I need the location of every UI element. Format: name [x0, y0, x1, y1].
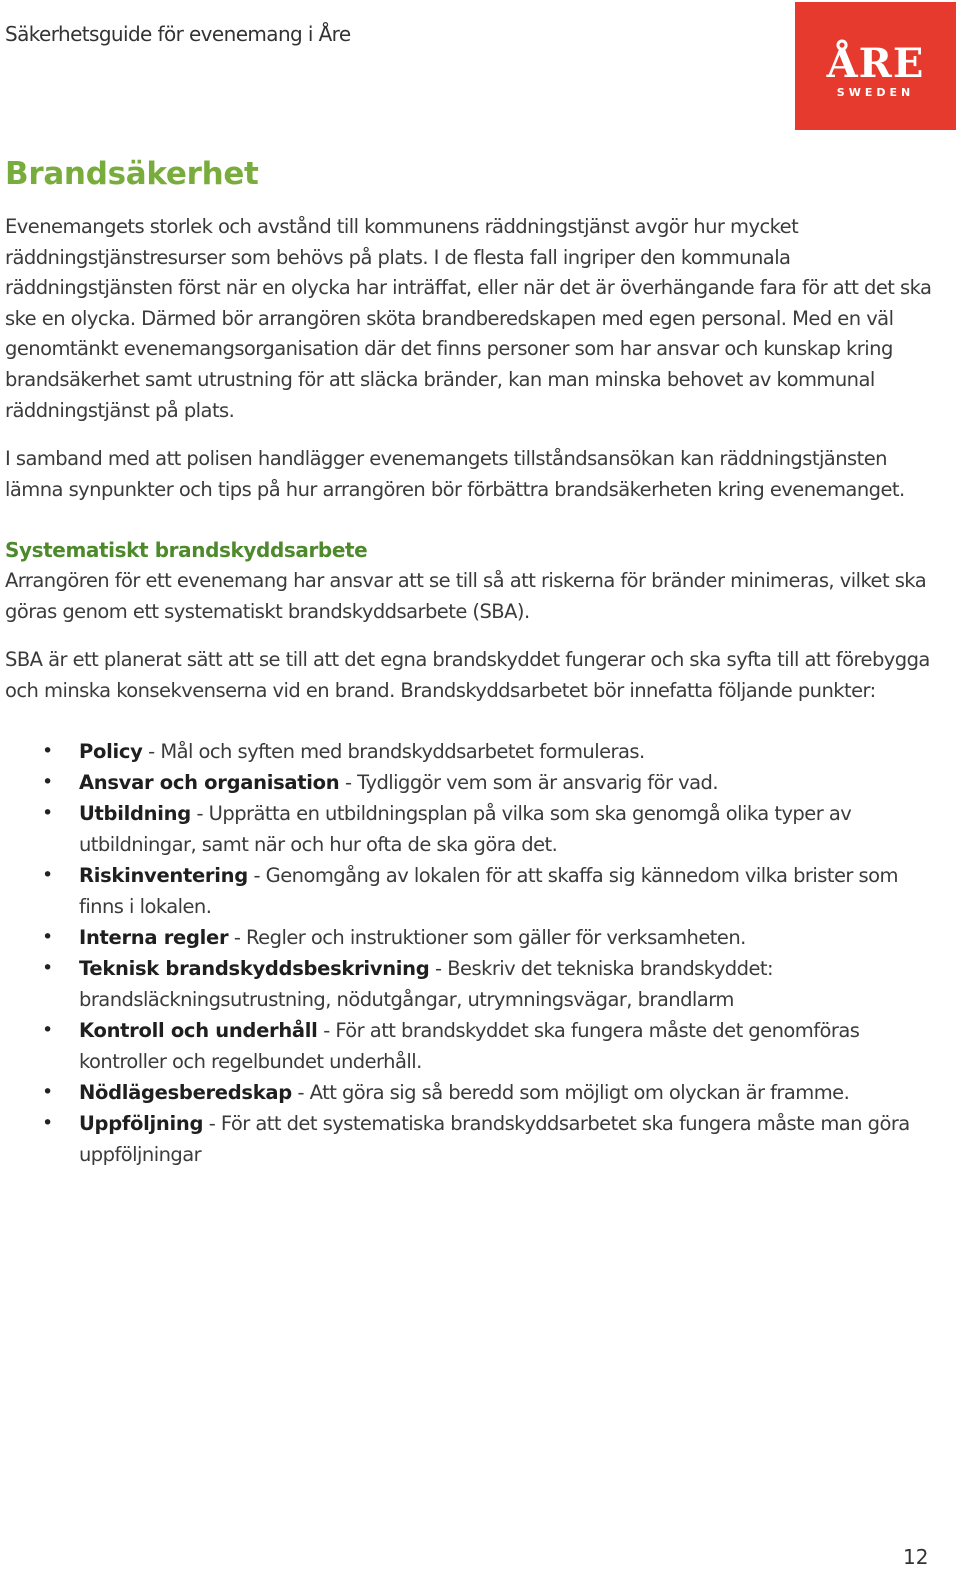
logo-subtitle: SWEDEN: [836, 86, 915, 99]
bullet-icon: •: [42, 1081, 53, 1104]
list-item-term: Kontroll och underhåll: [79, 1019, 318, 1043]
page-content: [5, 152, 940, 1170]
section-title: Brandsäkerhet: [5, 156, 259, 192]
intro-paragraph: Evenemangets storlek och avstånd till kommunens räddningstjänst avgör hur mycket räddningstjänstresurser som behövs på plats. I de flesta fall ingriper den kommunala räddningstjänsten först när en olycka har inträffat, eller när det är överhängande fara för att det ska ske en olycka. Därmed bör arrangören sköta brandberedskapen med egen personal. Med en väl genomtänkt evenemangsorganisation där det finns personer som har ansvar och kunskap kring brandsäkerhet samt utrustning för att släcka bränder, kan man minska behovet av kommunal räddningstjänst på plats.: [5, 215, 932, 422]
list-item-term: Teknisk brandskyddsbeskrivning: [79, 957, 430, 981]
list-item-term: Nödlägesberedskap: [79, 1081, 292, 1105]
bullet-icon: •: [42, 926, 53, 949]
bullet-icon: •: [42, 1019, 53, 1042]
list-item: [5, 953, 940, 1015]
sba-points-list: [5, 736, 940, 1170]
list-item: [5, 1015, 940, 1077]
list-item-text: - Mål och syften med brandskyddsarbetet formuleras.: [142, 740, 645, 764]
list-item: [5, 798, 940, 860]
list-item-term: Riskinventering: [79, 864, 248, 888]
running-header: Säkerhetsguide för evenemang i Åre: [5, 22, 351, 46]
bullet-icon: •: [42, 957, 53, 980]
list-item-text: - Tydliggör vem som är ansvarig för vad.: [339, 771, 718, 795]
list-item-term: Interna regler: [79, 926, 229, 950]
bullet-icon: •: [42, 771, 53, 794]
are-sweden-logo: [795, 2, 956, 130]
list-item-text: - Beskriv det tekniska brandskyddet: brandsläckningsutrustning, nödutgångar, utrymningsvägar, brandlarm: [79, 957, 774, 1012]
list-item-text: - Regler och instruktioner som gäller för verksamheten.: [228, 926, 746, 950]
bullet-icon: •: [42, 740, 53, 763]
list-item: [5, 860, 940, 922]
list-item-term: Uppföljning: [79, 1112, 204, 1136]
page-number: 12: [903, 1545, 929, 1569]
list-item-text: - För att det systematiska brandskyddsarbetet ska fungera måste man göra uppföljningar: [79, 1112, 910, 1167]
list-item: [5, 1077, 940, 1108]
list-item: [5, 922, 940, 953]
bullet-icon: •: [42, 1112, 53, 1135]
permit-paragraph: I samband med att polisen handlägger evenemangets tillståndsansökan kan räddningstjänsten lämna synpunkter och tips på hur arrangören bör förbättra brandsäkerheten kring evenemanget.: [5, 447, 905, 501]
bullet-icon: •: [42, 864, 53, 887]
list-item: [5, 1108, 940, 1170]
logo-wordmark: ÅRE: [826, 40, 925, 87]
list-item-text: - För att brandskyddet ska fungera måste det genomföras kontroller och regelbundet underhåll.: [79, 1019, 860, 1074]
bullet-icon: •: [42, 802, 53, 825]
list-item: [5, 736, 940, 767]
subsection-title: Systematiskt brandskyddsarbete: [5, 538, 368, 563]
sba-paragraph: SBA är ett planerat sätt att se till att det egna brandskyddet fungerar och ska syfta till att förebygga och minska konsekvenserna vid en brand. Brandskyddsarbetet bör innefatta följande punkter:: [5, 648, 930, 702]
list-item-text: - Att göra sig så beredd som möjligt om olyckan är framme.: [291, 1081, 850, 1105]
responsibility-paragraph: Arrangören för ett evenemang har ansvar att se till så att riskerna för bränder minimeras, vilket ska göras genom ett systematiskt brandskyddsarbete (SBA).: [5, 568, 927, 623]
list-item-term: Utbildning: [79, 802, 191, 826]
list-item-text: - Upprätta en utbildningsplan på vilka som ska genomgå olika typer av utbildningar, samt när och hur ofta de ska göra det.: [79, 802, 852, 857]
list-item: [5, 767, 940, 798]
list-item-term: Policy: [79, 740, 143, 764]
list-item-text: - Genomgång av lokalen för att skaffa sig kännedom vilka brister som finns i lokalen.: [79, 864, 898, 919]
list-item-term: Ansvar och organisation: [79, 771, 340, 795]
